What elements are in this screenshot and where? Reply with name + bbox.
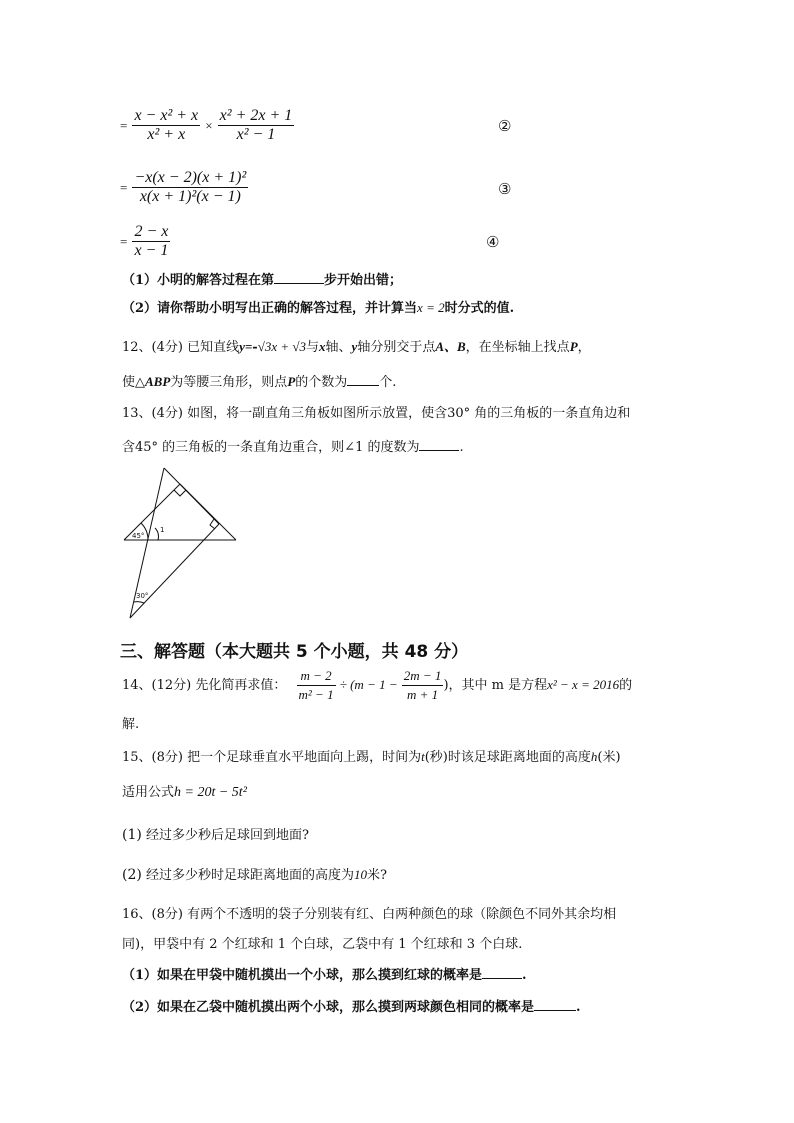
q16-line1: 16、(8分) 有两个不透明的袋子分别装有红、白两种颜色的球（除颜色不同外其余均相: [122, 907, 617, 922]
answer-blank[interactable]: [419, 438, 459, 451]
label-30: 30°: [136, 592, 149, 600]
angle-arc-30: [134, 602, 144, 603]
q16-part1: （1）如果在甲袋中随机摸出一个小球，那么摸到红球的概率是 .: [122, 968, 527, 983]
q16-line2: 同)，甲袋中有 2 个红球和 1 个白球，乙袋中有 1 个红球和 3 个白球.: [122, 937, 523, 952]
q15-line1: 15、(8分) 把一个足球垂直水平地面向上踢，时间为t(秒)时该足球距离地面的高度h(米): [122, 749, 621, 765]
q14-line2: 解.: [122, 717, 140, 732]
q13-line2: 含45° 的三角板的一条直角边重合，则∠1 的度数为 .: [122, 440, 464, 455]
q15-line2: 适用公式h = 20t − 5t²: [122, 785, 247, 800]
answer-blank[interactable]: [534, 998, 576, 1011]
q12-line1: 12、(4分) 已知直线y=-√3x + √3与x轴、y轴分别交于点A、B，在坐标轴上找点P，: [122, 339, 591, 355]
step-marker-4: ④: [486, 233, 500, 251]
fraction: $\frac{\text{−x(x − 2)(x + 1)²}}{\text{x(x + 1)²(x − 1)}}$: [134, 169, 247, 205]
section-3-title: 三、解答题（本大题共 5 个小题，共 48 分）: [120, 642, 469, 662]
label-45: 45°: [132, 532, 145, 540]
fraction: $\frac{2 - x}{x - 1}$: [134, 223, 169, 259]
answer-blank[interactable]: [482, 966, 522, 979]
triangle-figure: [118, 462, 248, 622]
q11-part1: （1）小明的解答过程在第 步开始出错；: [122, 273, 403, 288]
fraction: $\frac{m - 2}{\text{m² − 1}}$: [298, 668, 334, 702]
right-angle-mark: [210, 519, 215, 529]
q14-line1: 14、(12分) 先化简再求值： $\frac{m - 2}{\text{m² − 1}}$ ÷ (m − 1 − $\frac{2m - 1}{m + 1}$ )，其中 m 是方程x² − x = 2016的: [122, 668, 633, 702]
step-2-expression: [120, 108, 294, 143]
times-operator: ×: [205, 118, 213, 133]
fraction: $\frac{2m - 1}{m + 1}$: [403, 668, 442, 702]
q12-line2: 使△ABP为等腰三角形，则点P的个数为 个.: [122, 374, 397, 390]
step-3-expression: = $\frac{\text{−x(x − 2)(x + 1)²}}{\text{x(x + 1)²(x − 1)}}$: [120, 169, 247, 205]
right-angle-mark: [174, 490, 186, 496]
equals-sign: =: [120, 118, 128, 133]
step-marker-2: ②: [498, 117, 512, 135]
q16-part2: （2）如果在乙袋中随机摸出两个小球，那么摸到两球颜色相同的概率是 .: [122, 1000, 581, 1015]
step-4-expression: = $\frac{2 - x}{x - 1}$: [120, 223, 169, 259]
triangle-30-side: [164, 468, 219, 524]
q13-line1: 13、(4分) 如图，将一副直角三角板如图所示放置，使含30° 角的三角板的一条直角边和: [122, 406, 631, 421]
angle-arc-1: [155, 528, 159, 540]
answer-blank[interactable]: [347, 373, 379, 386]
answer-blank[interactable]: [274, 271, 324, 284]
q15-sub1: (1) 经过多少秒后足球回到地面?: [122, 827, 309, 843]
label-1: 1: [160, 526, 165, 534]
step-marker-3: ③: [498, 180, 512, 198]
q15-sub2: (2) 经过多少秒时足球距离地面的高度为10米?: [122, 867, 387, 883]
fraction: $\frac{\text{x² + 2x + 1}}{\text{x² − 1}}$: [219, 107, 293, 143]
q11-part2: （2）请你帮助小明写出正确的解答过程，并计算当x = 2时分式的值.: [122, 300, 515, 316]
fraction: $\frac{\text{x − x² + x}}{\text{x² + x}}$: [134, 107, 199, 143]
